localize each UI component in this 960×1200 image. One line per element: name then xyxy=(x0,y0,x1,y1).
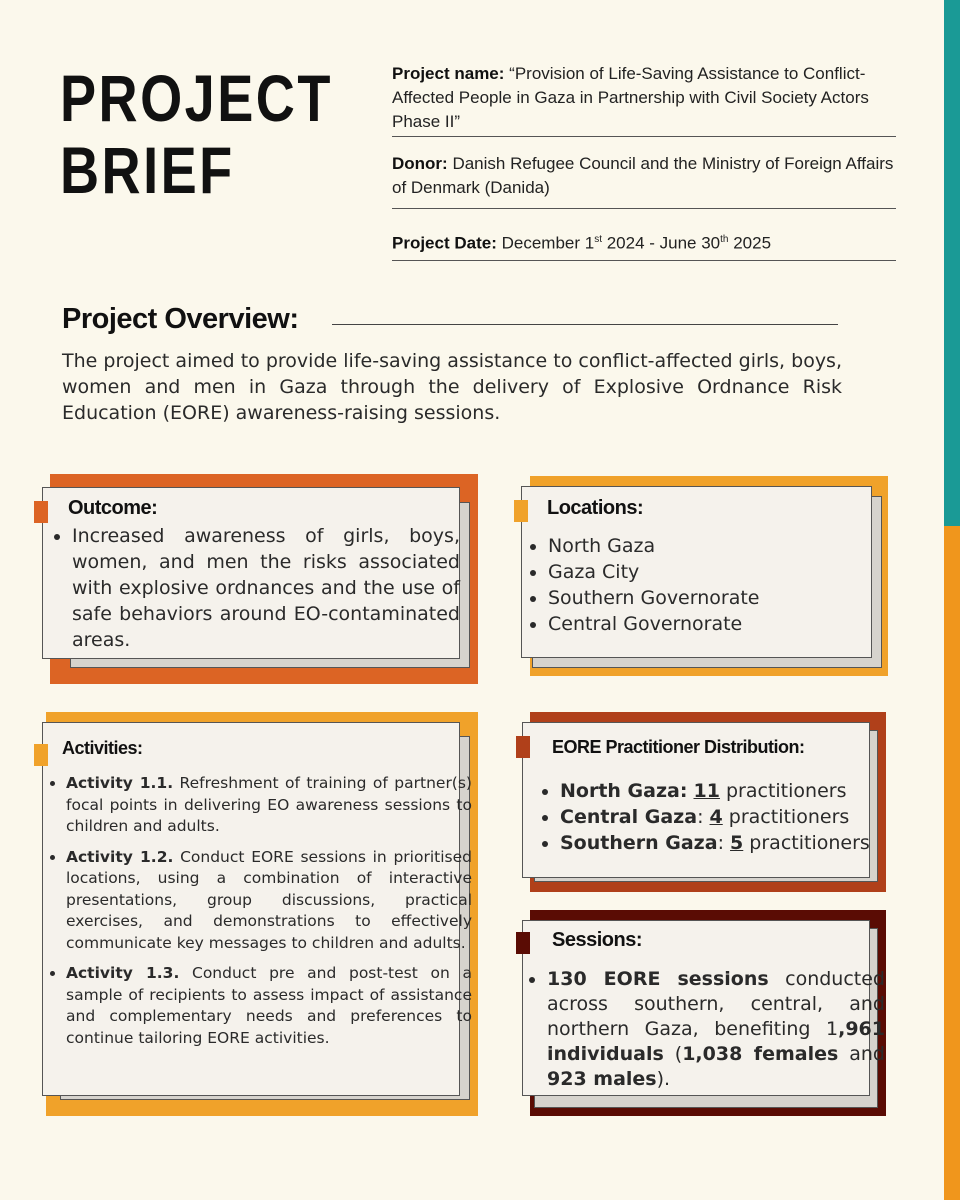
activity-text: Refreshment of training of partner(s) focal points in delivering EO awareness sessions to children and adults. xyxy=(66,774,472,835)
location-item: • Gaza City xyxy=(548,559,878,585)
overview-divider xyxy=(332,324,838,325)
donor-label: Donor: xyxy=(392,154,448,173)
date-end: 2025 xyxy=(728,233,772,253)
date-middle: 2024 - June 30 xyxy=(601,233,721,253)
page-title xyxy=(60,61,333,207)
activities-tab-marker xyxy=(34,744,48,766)
activity-item xyxy=(66,963,472,1049)
sessions-males: 923 males xyxy=(547,1068,657,1090)
activity-label: Activity 1.2. xyxy=(66,847,174,866)
distribution-title: EORE Practitioner Distribution: xyxy=(552,737,805,757)
activity-item xyxy=(66,773,472,838)
project-name-field xyxy=(392,62,896,137)
activity-text: Conduct EORE sessions in prioritised locations, using a combination of interactive presentations, group discussions, practical exercises, and demonstrations to effectively communicate key messages to children and adults. xyxy=(66,847,472,952)
sessions-individuals: ,961 individuals xyxy=(547,1018,885,1065)
sessions-text-3: and xyxy=(838,1043,885,1065)
outcome-tab-marker xyxy=(34,501,48,523)
date-start-sup: st xyxy=(594,234,602,245)
activities-title: Activities: xyxy=(62,738,143,758)
edge-stripe-orange xyxy=(944,526,960,1200)
distribution-item xyxy=(560,778,880,804)
sessions-text-2: ( xyxy=(663,1043,683,1065)
practitioner-count: 4 xyxy=(709,806,723,828)
location-item: • Central Governorate xyxy=(548,611,878,637)
project-date-field xyxy=(392,228,896,261)
title-line-2: BRIEF xyxy=(60,133,235,207)
region-separator: : xyxy=(717,832,731,854)
outcome-list xyxy=(50,523,460,653)
locations-tab-marker xyxy=(514,500,528,522)
overview-heading: Project Overview: xyxy=(62,303,299,335)
activity-label: Activity 1.1. xyxy=(66,774,174,792)
region-name: North Gaza: xyxy=(560,780,688,802)
sessions-item xyxy=(547,967,885,1092)
count-suffix: practitioners xyxy=(722,806,850,828)
date-start: December 1 xyxy=(496,233,595,253)
title-line-1: PROJECT xyxy=(60,61,333,135)
distribution-item xyxy=(560,804,880,830)
distribution-list xyxy=(538,778,880,856)
count-suffix: practitioners xyxy=(743,832,870,854)
practitioner-count: 11 xyxy=(693,780,720,802)
sessions-text-4: ). xyxy=(656,1068,671,1090)
activities-list xyxy=(44,773,472,1049)
activity-text: Conduct pre and post-test on a sample of recipients to assess impact of assistance and complementary needs and preferences to continue tailoring EORE activities. xyxy=(66,964,472,1047)
count-suffix: practitioners xyxy=(719,780,847,802)
distribution-tab-marker xyxy=(516,736,530,758)
location-item: • Southern Governorate xyxy=(548,585,878,611)
sessions-title: Sessions: xyxy=(552,929,642,951)
locations-list xyxy=(526,533,878,637)
region-separator: : xyxy=(697,806,710,828)
sessions-tab-marker xyxy=(516,932,530,954)
sessions-count: 130 EORE sessions xyxy=(547,968,769,990)
activity-item xyxy=(66,847,472,955)
sessions-list xyxy=(525,967,885,1092)
overview-text: The project aimed to provide life-saving assistance to conflict-affected girls, boys, women and men in Gaza through the delivery of Explosive Ordnance Risk Education (EORE) awareness-raising sessions. xyxy=(62,350,842,424)
outcome-item: • Increased awareness of girls, boys, women, and men the risks associated with explosive ordnances and the use of safe behaviors around EO-contaminated areas. xyxy=(72,523,460,653)
practitioner-count: 5 xyxy=(730,832,744,854)
sessions-text-1: conducted across southern, central, and northern Gaza, benefiting 1 xyxy=(547,968,885,1040)
project-name-value: “Provision of Life-Saving Assistance to Conflict-Affected People in Gaza in Partnership with Civil Society Actors Phase II” xyxy=(392,64,869,131)
region-name: Southern Gaza xyxy=(560,832,718,854)
distribution-item xyxy=(560,830,880,856)
region-name: Central Gaza xyxy=(560,806,698,828)
donor-field xyxy=(392,152,896,209)
edge-stripe-teal xyxy=(944,0,960,526)
outcome-title: Outcome: xyxy=(68,497,158,519)
locations-title: Locations: xyxy=(547,497,644,519)
date-label: Project Date: xyxy=(392,233,497,253)
activity-label: Activity 1.3. xyxy=(66,964,180,982)
sessions-females: 1,038 females xyxy=(682,1043,839,1065)
date-end-sup: th xyxy=(720,234,729,245)
location-item: • North Gaza xyxy=(548,533,878,559)
donor-value: Danish Refugee Council and the Ministry of Foreign Affairs of Denmark (Danida) xyxy=(392,154,894,197)
project-name-label: Project name: xyxy=(392,64,505,83)
